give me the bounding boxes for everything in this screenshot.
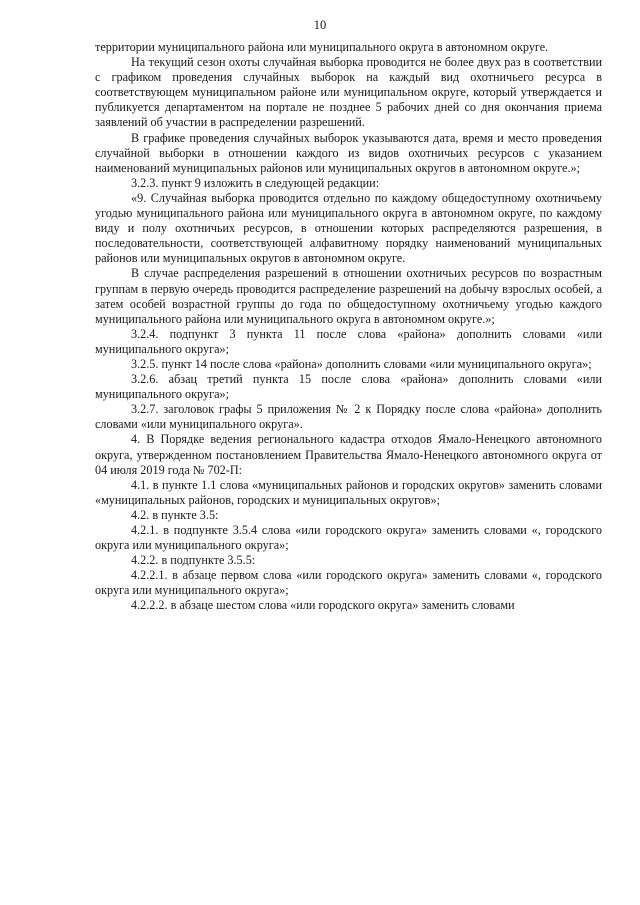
document-paragraph: В случае распределения разрешений в отношении охотничьих ресурсов по возрастным группам в первую очередь проводится распределение разрешений на добычу взрослых особей, а затем особей возрастной группы до года по общедоступному охотничьему угодью каждого муниципального района или муниципального округа в автономном округе.»; xyxy=(95,266,602,326)
document-paragraph: 3.2.5. пункт 14 после слова «района» дополнить словами «или муниципального округа»; xyxy=(131,356,592,371)
document-paragraph: В графике проведения случайных выборок указываются дата, время и место проведения случайной выборки в отношении каждого из видов охотничьих ресурсов с указанием наименований муниципальных районов или муниципальных округов в автономном округе.»; xyxy=(95,130,602,175)
document-paragraph: 4.1. в пункте 1.1 слова «муниципальных районов и городских округов» заменить словами «муниципальных районов, городских и муниципальных округов»; xyxy=(95,477,602,507)
document-paragraph: территории муниципального района или муниципального округа в автономном округе. xyxy=(95,40,549,54)
document-paragraph: «9. Случайная выборка проводится отдельно по каждому общедоступному охотничьему угодью муниципального района или муниципального округа в автономном округе, по каждому виду и полу охотничьих ресурсов, в отношении которых распределяются разрешения, в последовательности, соответствующей алфавитному порядку наименований муниципальных районов или муниципальных округов в автономном округе. xyxy=(95,190,602,266)
document-paragraph: 4. В Порядке ведения регионального кадастра отходов Ямало-Ненецкого автономного округа, утвержденном постановлением Правительства Ямало-Ненецкого автономного округа от 04 июля 2019 года № 702-П: xyxy=(95,432,602,477)
document-paragraph: 3.2.4. подпункт 3 пункта 11 после слова «района» дополнить словами «или муниципального округа»; xyxy=(95,326,602,356)
document-paragraph: 4.2. в пункте 3.5: xyxy=(131,507,219,522)
document-paragraph: 4.2.1. в подпункте 3.5.4 слова «или городского округа» заменить словами «, городского округа или муниципального округа»; xyxy=(95,523,602,553)
document-paragraph: 4.2.2.1. в абзаце первом слова «или городского округа» заменить словами «, городского округа или муниципального округа»; xyxy=(95,568,602,598)
document-body xyxy=(95,40,602,614)
document-paragraph: 3.2.3. пункт 9 изложить в следующей редакции: xyxy=(131,175,380,190)
document-paragraph: 3.2.6. абзац третий пункта 15 после слова «района» дополнить словами «или муниципального округа»; xyxy=(95,372,602,402)
document-paragraph: 4.2.2.2. в абзаце шестом слова «или городского округа» заменить словами xyxy=(131,598,515,613)
document-paragraph: 4.2.2. в подпункте 3.5.5: xyxy=(131,553,256,568)
page-number: 10 xyxy=(313,18,327,32)
document-paragraph: На текущий сезон охоты случайная выборка проводится не более двух раз в соответствии с графиком проведения случайных выборок на каждый вид охотничьего ресурса в соответствующем муниципальном районе или муниципальном округе, который утверждается и публикуется департаментом на портале не позднее 5 рабочих дней со дня окончания приема заявлений об участии в распределении разрешений. xyxy=(95,55,602,130)
document-paragraph: 3.2.7. заголовок графы 5 приложения № 2 к Порядку после слова «района» дополнить словами «или муниципального округа». xyxy=(95,402,602,432)
